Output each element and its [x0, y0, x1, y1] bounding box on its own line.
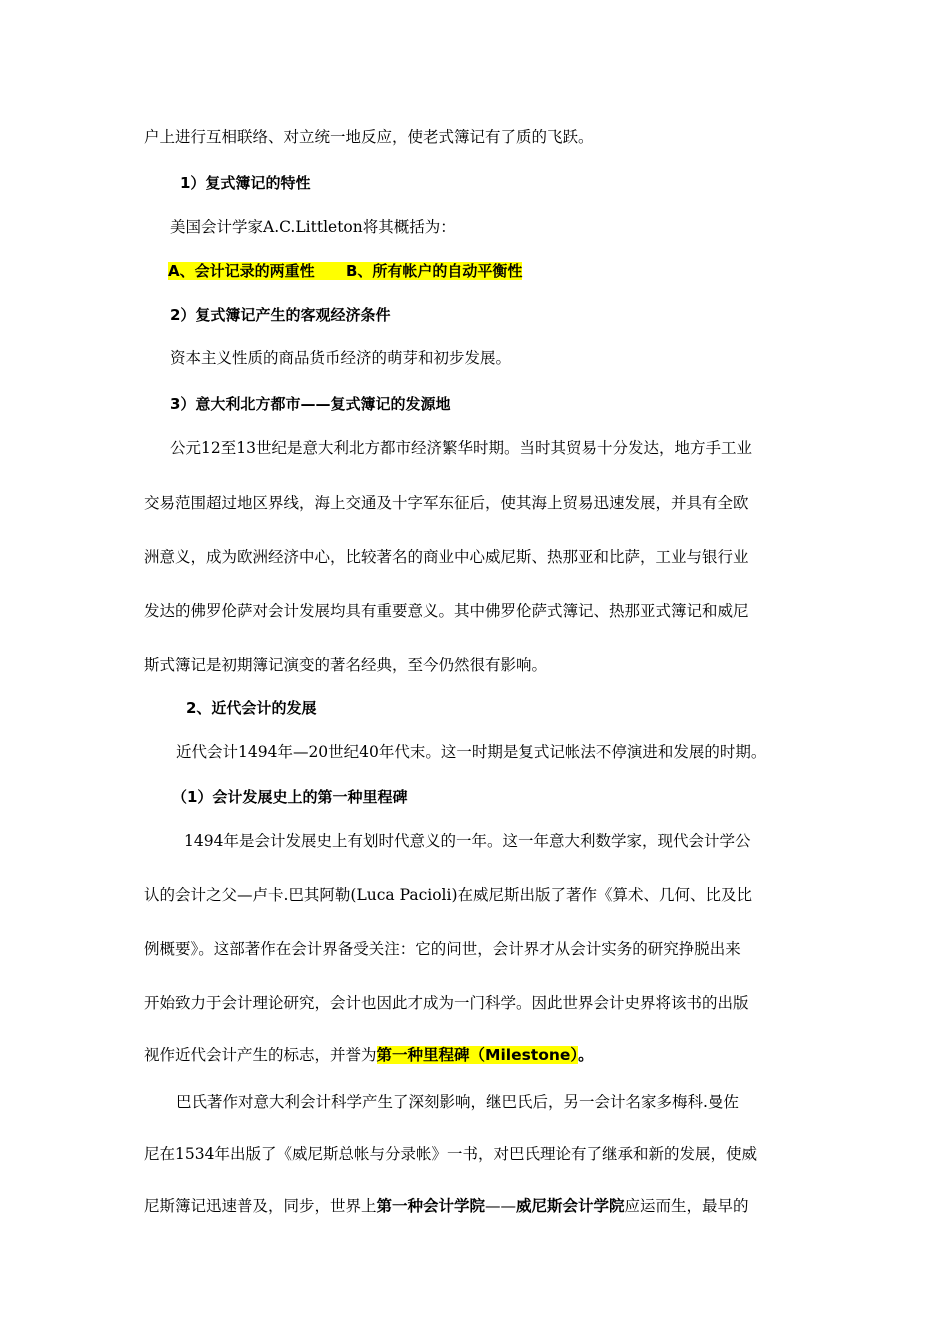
body-text-line: 例概要》。这部著作在会计界备受关注：它的问世，会计界才从会计实务的研究挣脱出来 — [144, 940, 741, 958]
body-text-line: 资本主义性质的商品货币经济的萌芽和初步发展。 — [170, 349, 512, 367]
body-text-line: 发达的佛罗伦萨对会计发展均具有重要意义。其中佛罗伦萨式簿记、热那亚式簿记和威尼 — [144, 602, 749, 620]
highlight-span: A、会计记录的两重性 B、所有帐户的自动平衡性 — [168, 262, 523, 280]
text-span: 。 — [578, 1046, 594, 1064]
text-span: 尼斯簿记迅速普及，同步，世界上 — [144, 1197, 377, 1215]
body-text-line — [144, 1044, 594, 1066]
section-heading: 3）意大利北方都市——复式簿记的发源地 — [170, 395, 451, 413]
body-text-line — [144, 1195, 749, 1217]
body-text-line: 斯式簿记是初期簿记演变的著名经典，至今仍然很有影响。 — [144, 656, 548, 674]
section-heading: （1）会计发展史上的第一种里程碑 — [172, 788, 408, 806]
body-text-line: 认的会计之父—卢卡.巴其阿勒(Luca Pacioli)在威尼斯出版了著作《算术、几何、比及比 — [144, 886, 753, 904]
body-text-line: 巴氏著作对意大利会计科学产生了深刻影响，继巴氏后，另一会计名家多梅科.曼佐 — [176, 1093, 739, 1111]
body-text-line: 公元12至13世纪是意大利北方都市经济繁华时期。当时其贸易十分发达，地方手工业 — [170, 439, 752, 457]
body-text-line: 交易范围超过地区界线，海上交通及十字军东征后，使其海上贸易迅速发展，并具有全欧 — [144, 494, 749, 512]
text-span: 应运而生，最早的 — [624, 1197, 749, 1215]
body-text-line: 洲意义，成为欧洲经济中心，比较著名的商业中心威尼斯、热那亚和比萨，工业与银行业 — [144, 548, 749, 566]
body-text-line: 开始致力于会计理论研究，会计也因此才成为一门科学。因此世界会计史界将该书的出版 — [144, 994, 749, 1012]
body-text-line: 1494年是会计发展史上有划时代意义的一年。这一年意大利数学家，现代会计学公 — [184, 832, 751, 850]
bold-span: 第一种会计学院 — [376, 1197, 486, 1215]
section-heading: 2）复式簿记产生的客观经济条件 — [170, 306, 391, 324]
bold-span: 威尼斯会计学院 — [516, 1197, 625, 1215]
text-span: 视作近代会计产生的标志，并誉为 — [144, 1046, 377, 1064]
body-text-line: 美国会计学家A.C.Littleton将其概括为： — [170, 218, 456, 236]
section-heading: 2、近代会计的发展 — [186, 699, 317, 717]
body-text-line: 尼在1534年出版了《威尼斯总帐与分录帐》一书，对巴氏理论有了继承和新的发展，使威 — [144, 1145, 757, 1163]
highlight-span: 第一种里程碑（Milestone） — [376, 1046, 579, 1064]
section-heading: 1）复式簿记的特性 — [180, 174, 311, 192]
body-text-line: 近代会计1494年—20世纪40年代末。这一时期是复式记帐法不停演进和发展的时期。 — [176, 743, 767, 761]
highlighted-text — [168, 260, 522, 282]
body-text-line: 户上进行互相联络、对立统一地反应，使老式簿记有了质的飞跃。 — [144, 128, 594, 146]
text-span: —— — [485, 1197, 517, 1215]
